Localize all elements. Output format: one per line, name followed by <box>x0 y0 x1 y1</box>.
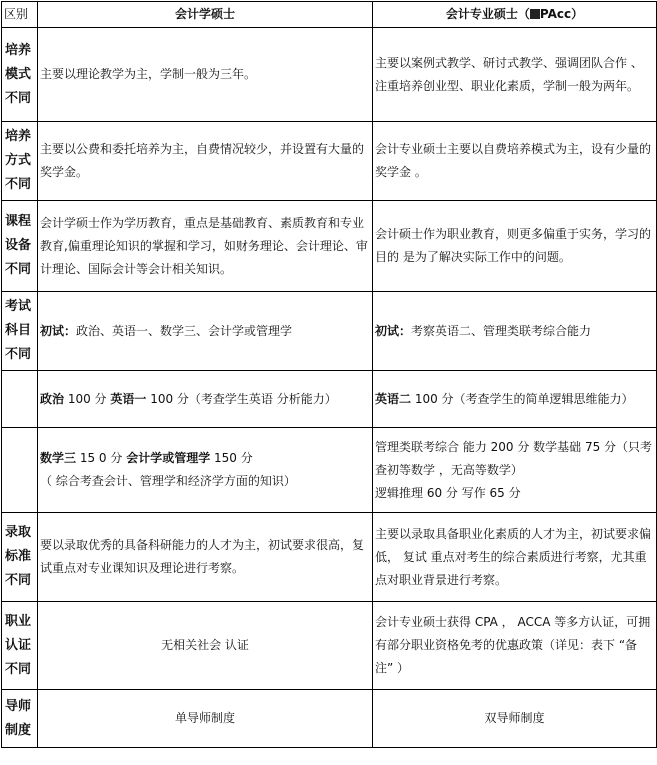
col1-bold-2: 会计学或管理学 <box>126 451 211 465</box>
col2-text-1: 100 分（考查学生的简单逻辑思维能力） <box>411 391 634 406</box>
col2-cell: 双导师制度 <box>373 690 657 748</box>
col2-cell <box>373 292 657 371</box>
col1-bold: 初试： <box>40 323 77 338</box>
col1-cell: 主要以公费和委托培养为主，自费情况较少，并设置有大量的奖学金。 <box>38 122 373 201</box>
row-category: 职业认证不同 <box>2 602 38 690</box>
col1-text-2: 100 分（考查学生英语 分析能力） <box>146 391 337 406</box>
col2-cell: 会计专业硕士主要以自费培养模式为主，设有少量的奖学金 。 <box>373 122 657 201</box>
col1-text-1: 100 分 <box>64 391 111 406</box>
row-category <box>2 428 38 513</box>
table-row <box>2 690 657 748</box>
col2-text-2: 逻辑推理 60 分 写作 65 分 <box>375 485 521 500</box>
col2-cell: 会计专业硕士获得 CPA ， ACCA 等多方认证，可拥有部分职业资格免考的优惠政策（详见：表下 “备注” ） <box>373 602 657 690</box>
table-row <box>2 428 657 513</box>
header-col2-suffix: PAcc） <box>539 7 584 21</box>
row-category: 录取标准不同 <box>2 513 38 602</box>
col1-cell: 会计学硕士作为学历教育，重点是基础教育、素质教育和专业教育,偏重理论知识的掌握和学习，如财务理论、会计理论、审计理论、国际会计等会计相关知识。 <box>38 201 373 292</box>
col2-text-1: 管理类联考综合 能力 200 分 数学基础 75 分（只考查初等数学 ，无高等数学） <box>375 439 653 477</box>
header-col1: 会计学硕士 <box>38 2 373 28</box>
row-category: 培养方式不同 <box>2 122 38 201</box>
header-category: 区别 <box>2 2 38 28</box>
col1-cell: 要以录取优秀的具备科研能力的人才为主，初试要求很高，复试重点对专业课知识及理论进行考察。 <box>38 513 373 602</box>
col1-bold-1: 政治 <box>40 391 65 406</box>
col1-cell: 单导师制度 <box>38 690 373 748</box>
table-row <box>2 122 657 201</box>
col1-bold-2: 英语一 <box>110 391 147 406</box>
comparison-table <box>1 1 657 748</box>
row-category <box>2 371 38 428</box>
col2-bold-1: 英语二 <box>375 391 412 406</box>
row-category: 考试科目不同 <box>2 292 38 371</box>
col2-text: 考察英语二、管理类联考综合能力 <box>411 323 592 338</box>
row-category: 培养模式不同 <box>2 28 38 122</box>
row-category: 导师制度 <box>2 690 38 748</box>
col1-cell: 无相关社会 认证 <box>38 602 373 690</box>
glyph-square-icon <box>530 9 540 19</box>
col2-cell: 主要以录取具备职业化素质的人才为主，初试要求偏低， 复试 重点对考生的综合素质进行考察，尤其重点对职业背景进行考察。 <box>373 513 657 602</box>
table-row <box>2 513 657 602</box>
col1-text-2: 150 分 <box>210 451 253 465</box>
table-row <box>2 602 657 690</box>
col2-cell <box>373 428 657 513</box>
row-category: 课程设备不同 <box>2 201 38 292</box>
col1-bold-1: 数学三 <box>40 451 77 465</box>
col1-cell: 主要以理论教学为主，学制一般为三年。 <box>38 28 373 122</box>
header-row <box>2 2 657 28</box>
table-row <box>2 28 657 122</box>
header-col2-prefix: 会计专业硕士（ <box>445 7 530 21</box>
table-row <box>2 371 657 428</box>
col1-cell <box>38 292 373 371</box>
col1-text-1: 15 0 分 <box>76 451 127 465</box>
col2-cell: 主要以案例式教学、研讨式教学、强调团队合作 、注重培养创业型、职业化素质，学制一般为两年。 <box>373 28 657 122</box>
col1-text: 政治、英语一、数学三、会计学或管理学 <box>76 323 293 338</box>
col1-text-3: （ 综合考查会计、管理学和经济学方面的知识） <box>40 474 296 488</box>
table-row <box>2 292 657 371</box>
col2-cell: 会计硕士作为职业教育，则更多偏重于实务，学习的目的 是为了解决实际工作中的问题。 <box>373 201 657 292</box>
table-row <box>2 201 657 292</box>
col1-cell <box>38 428 373 513</box>
header-col2 <box>373 2 657 28</box>
col2-cell <box>373 371 657 428</box>
col1-cell <box>38 371 373 428</box>
col2-bold: 初试： <box>375 323 412 338</box>
